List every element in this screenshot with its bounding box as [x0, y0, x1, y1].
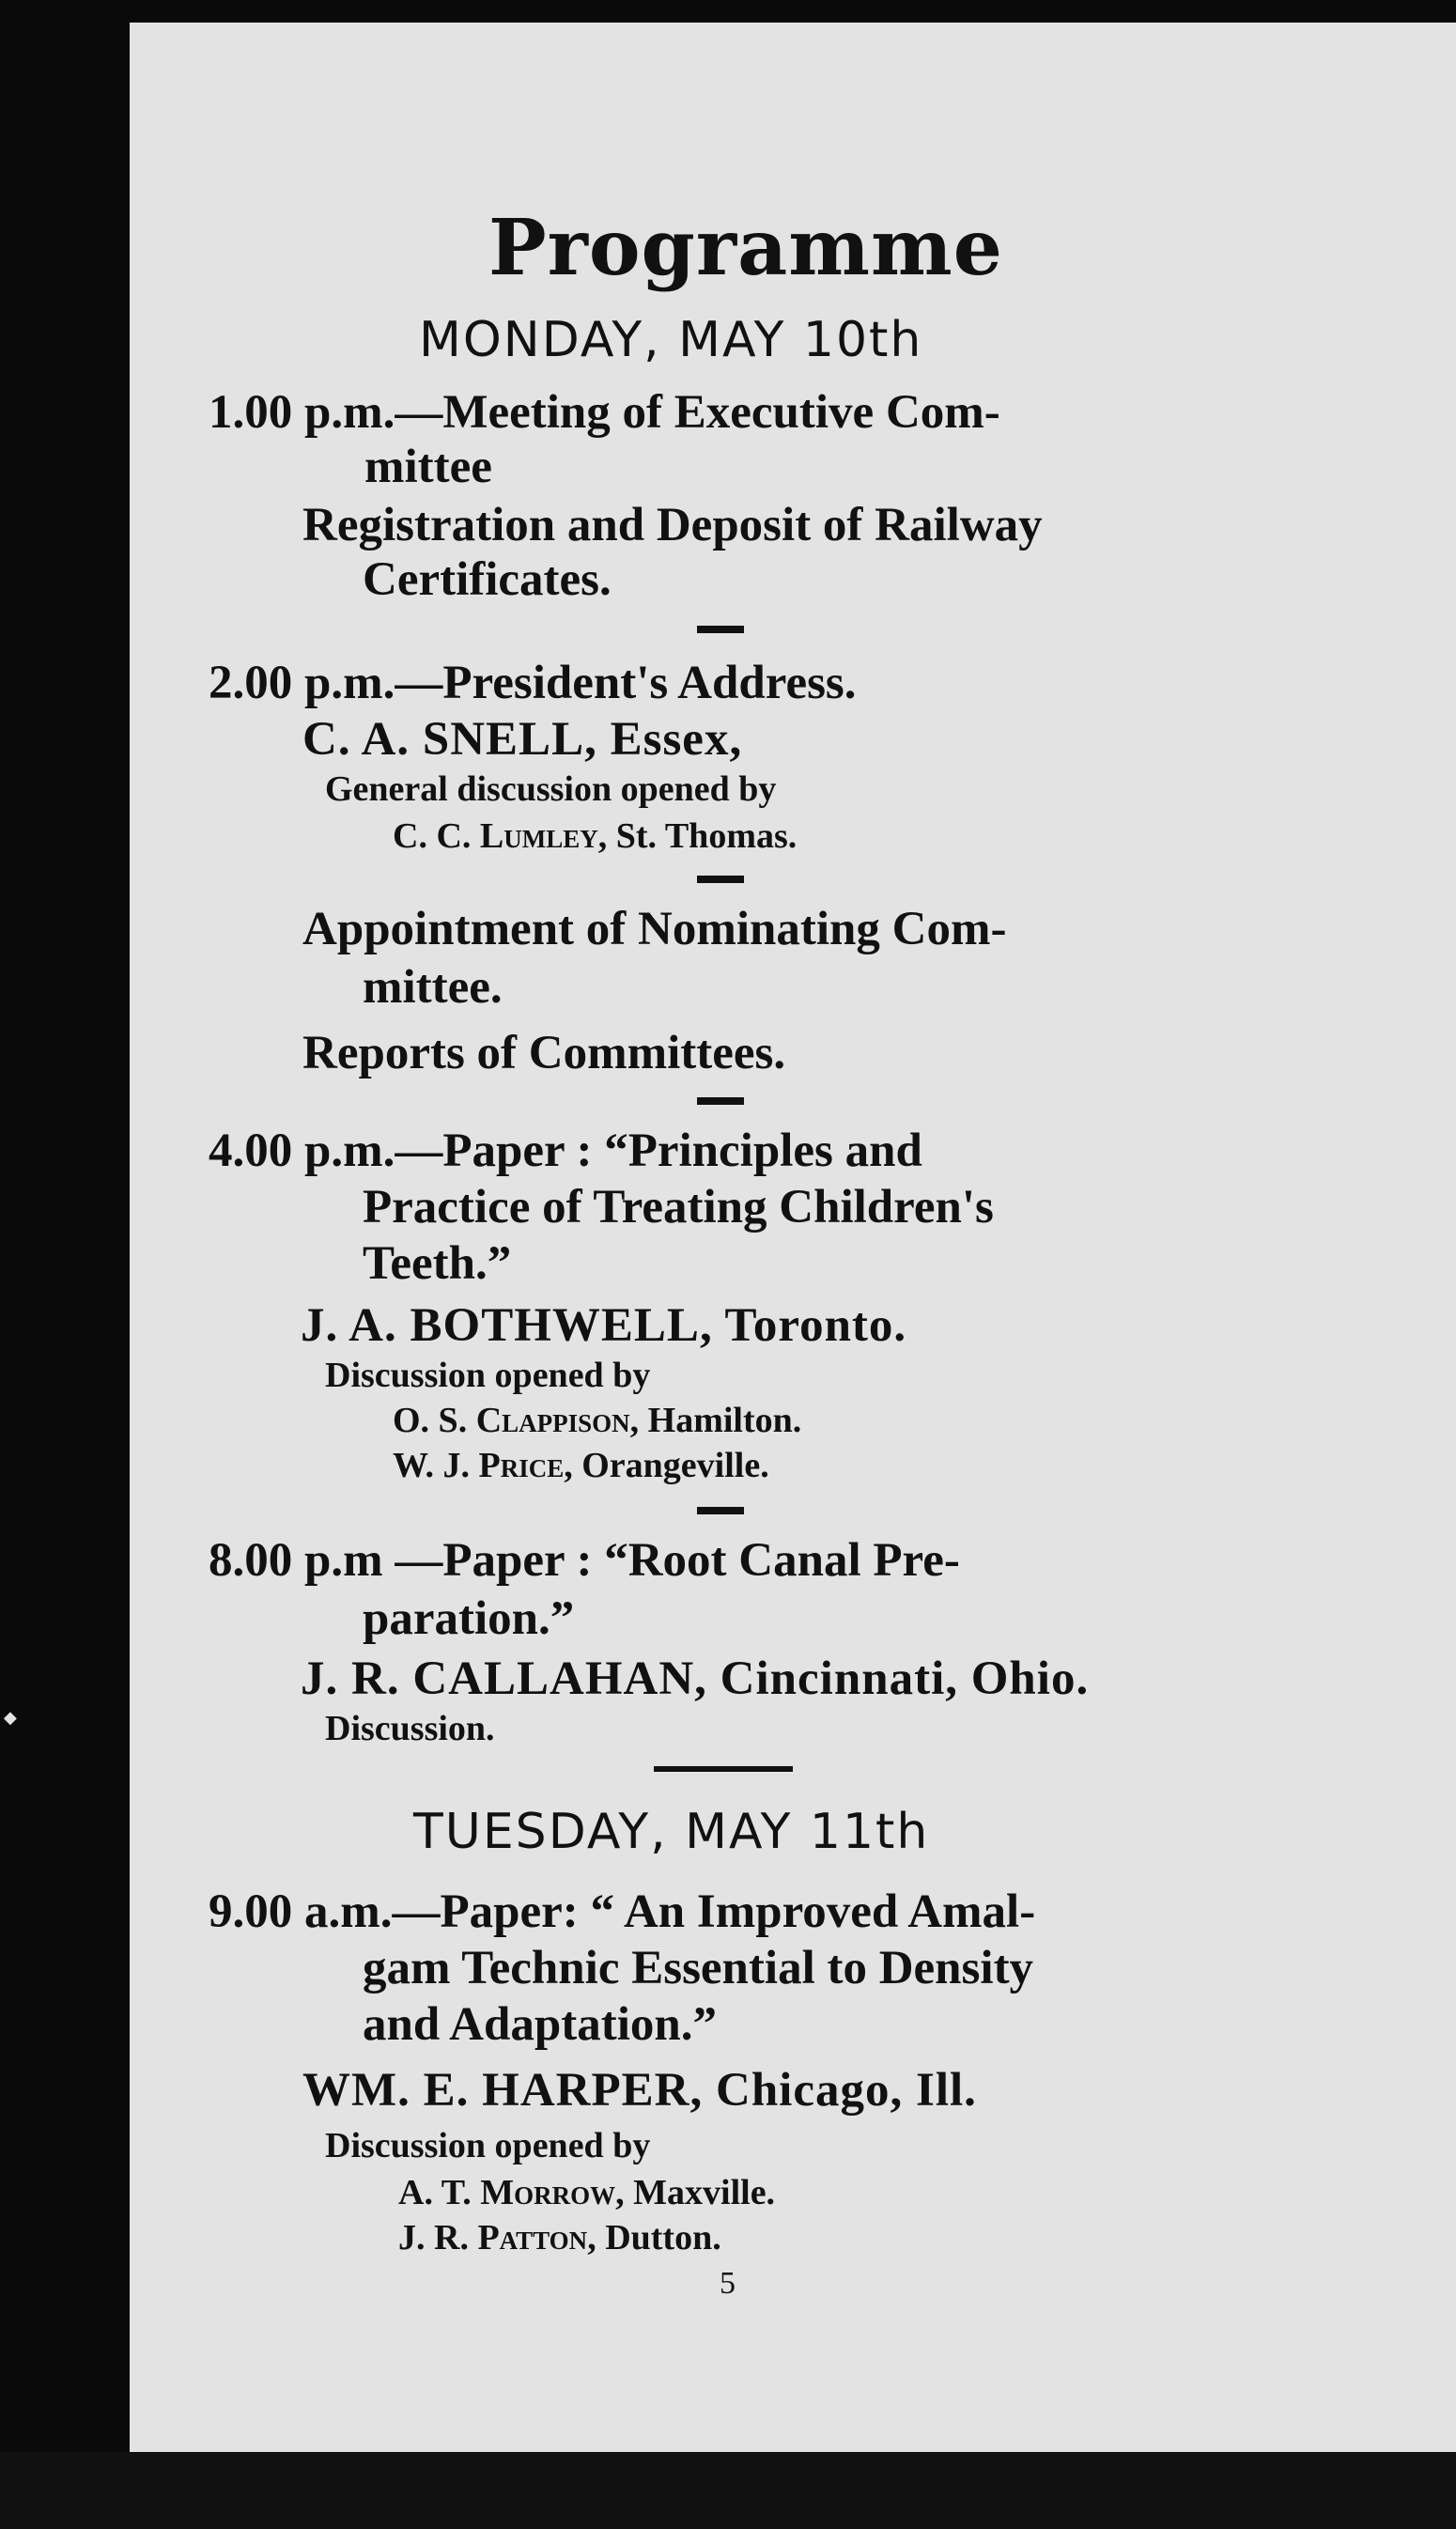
discussant-name: C. C. Lumley	[393, 816, 598, 856]
item-line: Teeth.”	[363, 1237, 512, 1290]
day-heading-monday: MONDAY, MAY 10th	[419, 312, 923, 368]
scan-border	[0, 2452, 1456, 2529]
item-line: Certificates.	[363, 553, 612, 606]
speaker-line: J. R. CALLAHAN, Cincinnati, Ohio.	[301, 1652, 1090, 1705]
discussant-name: W. J. Price	[393, 1446, 565, 1485]
page-title: Programme	[488, 203, 1003, 293]
item-line: mittee	[364, 441, 492, 493]
item-line: Registration and Deposit of Railway	[302, 499, 1043, 551]
discussant-line	[393, 1445, 769, 1486]
discussion-line: Discussion opened by	[325, 2126, 651, 2165]
page-number: 5	[720, 2266, 736, 2301]
item-line: and Adaptation.”	[363, 1998, 717, 2051]
day-heading-tuesday: TUESDAY, MAY 11th	[413, 1804, 930, 1860]
item-line: Reports of Committees.	[302, 1027, 786, 1079]
discussant-name: A. T. Morrow	[398, 2173, 616, 2212]
item-line: gam Technic Essential to Density	[363, 1942, 1034, 1994]
discussant-place: , Maxville.	[615, 2173, 776, 2212]
discussant-place: , Hamilton.	[629, 1401, 802, 1440]
item-line: Appointment of Nominating Com-	[302, 903, 1007, 955]
item-line: 9.00 a.m.—Paper: “ An Improved Amal-	[209, 1885, 1036, 1938]
discussant-place: , St. Thomas.	[597, 816, 798, 856]
discussion-line: General discussion opened by	[325, 769, 777, 809]
item-line: mittee.	[363, 961, 503, 1014]
discussion-line: Discussion opened by	[325, 1356, 651, 1395]
discussant-name: O. S. Clappison	[393, 1401, 630, 1440]
section-dash	[697, 876, 744, 883]
discussant-line	[393, 815, 797, 857]
item-line: 8.00 p.m —Paper : “Root Canal Pre-	[209, 1534, 960, 1587]
item-line: 1.00 p.m.—Meeting of Executive Com-	[209, 386, 1000, 439]
section-dash	[697, 1097, 744, 1105]
speaker-line: C. A. SNELL, Essex,	[302, 713, 743, 766]
discussant-place: , Dutton.	[587, 2218, 721, 2257]
section-dash	[697, 1507, 744, 1514]
item-line: paration.”	[363, 1592, 575, 1645]
item-line: 2.00 p.m.—President's Address.	[209, 657, 857, 709]
section-dash	[697, 626, 744, 633]
speaker-line: J. A. BOTHWELL, Toronto.	[301, 1299, 907, 1352]
item-line: Practice of Treating Children's	[363, 1181, 994, 1233]
speaker-line: WM. E. HARPER, Chicago, Ill.	[302, 2064, 977, 2117]
discussant-name: J. R. Patton	[398, 2218, 588, 2257]
discussant-line	[398, 2172, 775, 2213]
day-separator-rule	[654, 1766, 793, 1772]
scan-speck: ◆	[4, 1708, 17, 1728]
discussant-place: , Orangeville.	[564, 1446, 769, 1485]
discussant-line	[393, 1400, 801, 1441]
discussion-line: Discussion.	[325, 1709, 495, 1748]
discussant-line	[398, 2217, 721, 2258]
item-line: 4.00 p.m.—Paper : “Principles and	[209, 1125, 922, 1177]
